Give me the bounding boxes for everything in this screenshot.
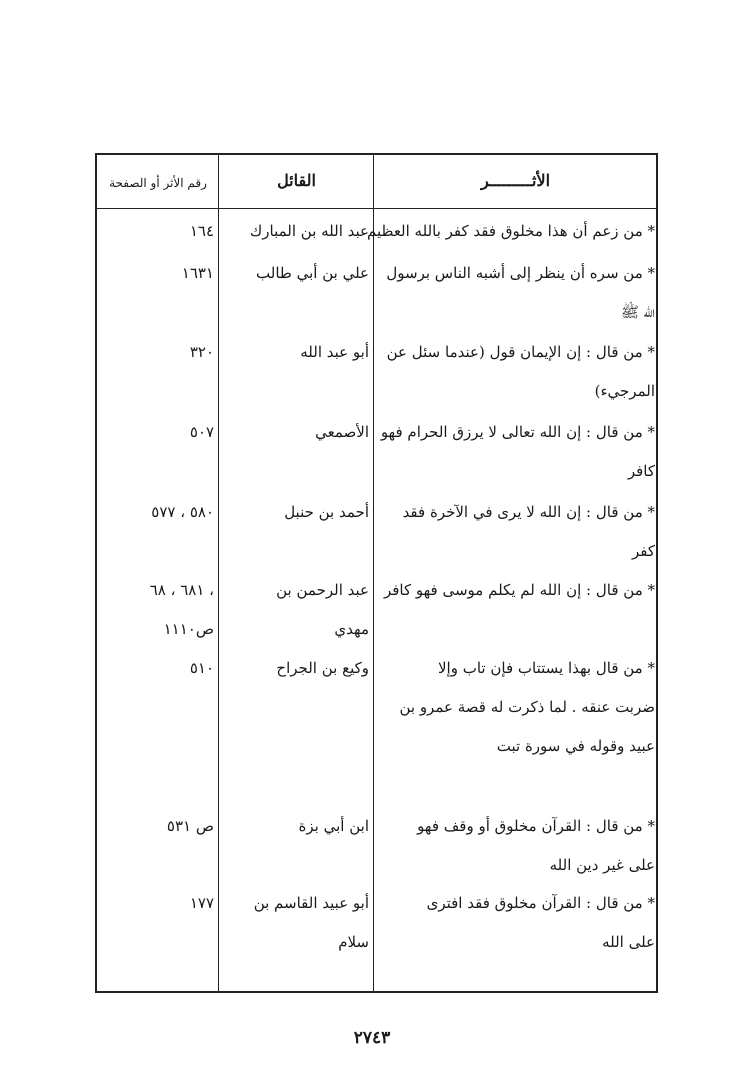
cell-qail-line: أبو عبد الله	[300, 343, 369, 361]
cell-ref-line: ص١١١٠	[163, 620, 214, 638]
cell-athar-line: كافر	[627, 462, 655, 480]
cell-ref-line: ١٦٤	[189, 222, 214, 240]
cell-ref-line: ٥٨٠ ، ٥٧٧	[151, 503, 214, 521]
cell-ref-line: ١٧٧	[189, 894, 214, 912]
header-ref: رقم الأثر أو الصفحة	[109, 176, 207, 190]
cell-ref-line: ١٦٣١	[181, 264, 214, 282]
cell-ref-line: ٥٠٧	[189, 423, 214, 441]
cell-athar-line: على غير دين الله	[549, 856, 655, 874]
cell-ref-line: ٣٢٠	[189, 343, 214, 361]
cell-athar-line: الله ﷺ	[620, 303, 655, 321]
cell-athar-line: عبيد وقوله في سورة تبت	[496, 737, 655, 755]
cell-athar-line: ضربت عنقه . لما ذكرت له قصة عمرو بن	[399, 698, 655, 716]
cell-athar-line: كفر	[631, 542, 655, 560]
cell-ref-line: ، ٦٨١ ، ٦٨	[149, 581, 214, 599]
cell-athar-line: * من قال : القرآن مخلوق فقد افترى	[426, 894, 655, 912]
cell-qail-line: وكيع بن الجراح	[276, 659, 369, 677]
column-divider	[218, 155, 219, 991]
cell-qail-line: أبو عبيد القاسم بن	[253, 894, 369, 912]
cell-ref-line: ٥١٠	[189, 659, 214, 677]
cell-athar-line: * من قال : إن الله تعالى لا يرزق الحرام فهو	[380, 423, 655, 441]
cell-qail-line: عبد الرحمن بن	[276, 581, 369, 599]
cell-athar-line: على الله	[602, 933, 655, 951]
cell-athar-line: * من قال : إن الله لا يرى في الآخرة فقد	[402, 503, 655, 521]
cell-athar-line: * من سره أن ينظر إلى أشبه الناس برسول	[386, 264, 655, 282]
cell-qail-line: مهدي	[334, 620, 369, 638]
header-athar: الأثـــــــــر	[480, 171, 551, 190]
cell-athar-line: المرجيء)	[594, 382, 655, 400]
athar-index-table	[95, 153, 658, 993]
cell-qail-line: سلام	[338, 933, 369, 951]
cell-athar-line: * من قال : إن الإيمان قول (عندما سئل عن	[386, 343, 655, 361]
header-divider	[97, 208, 656, 209]
cell-qail-line: الأصمعي	[315, 423, 369, 441]
cell-athar-line: * من قال : القرآن مخلوق أو وقف فهو	[417, 817, 655, 835]
column-divider	[373, 155, 374, 991]
cell-ref-line: ص ٥٣١	[166, 817, 214, 835]
cell-athar-line: * من زعم أن هذا مخلوق فقد كفر بالله العظيم	[367, 222, 655, 240]
header-qail: القائل	[277, 171, 316, 190]
cell-qail-line: أحمد بن حنبل	[284, 503, 369, 521]
cell-qail-line: علي بن أبي طالب	[256, 264, 369, 282]
page-number: ٢٧٤٣	[353, 1028, 391, 1048]
cell-athar-line: * من قال بهذا يستتاب فإن تاب وإلا	[438, 659, 655, 677]
cell-qail-line: ابن أبي بزة	[298, 817, 369, 835]
cell-athar-line: * من قال : إن الله لم يكلم موسى فهو كافر	[383, 581, 655, 599]
cell-qail-line: عبد الله بن المبارك	[249, 222, 369, 240]
